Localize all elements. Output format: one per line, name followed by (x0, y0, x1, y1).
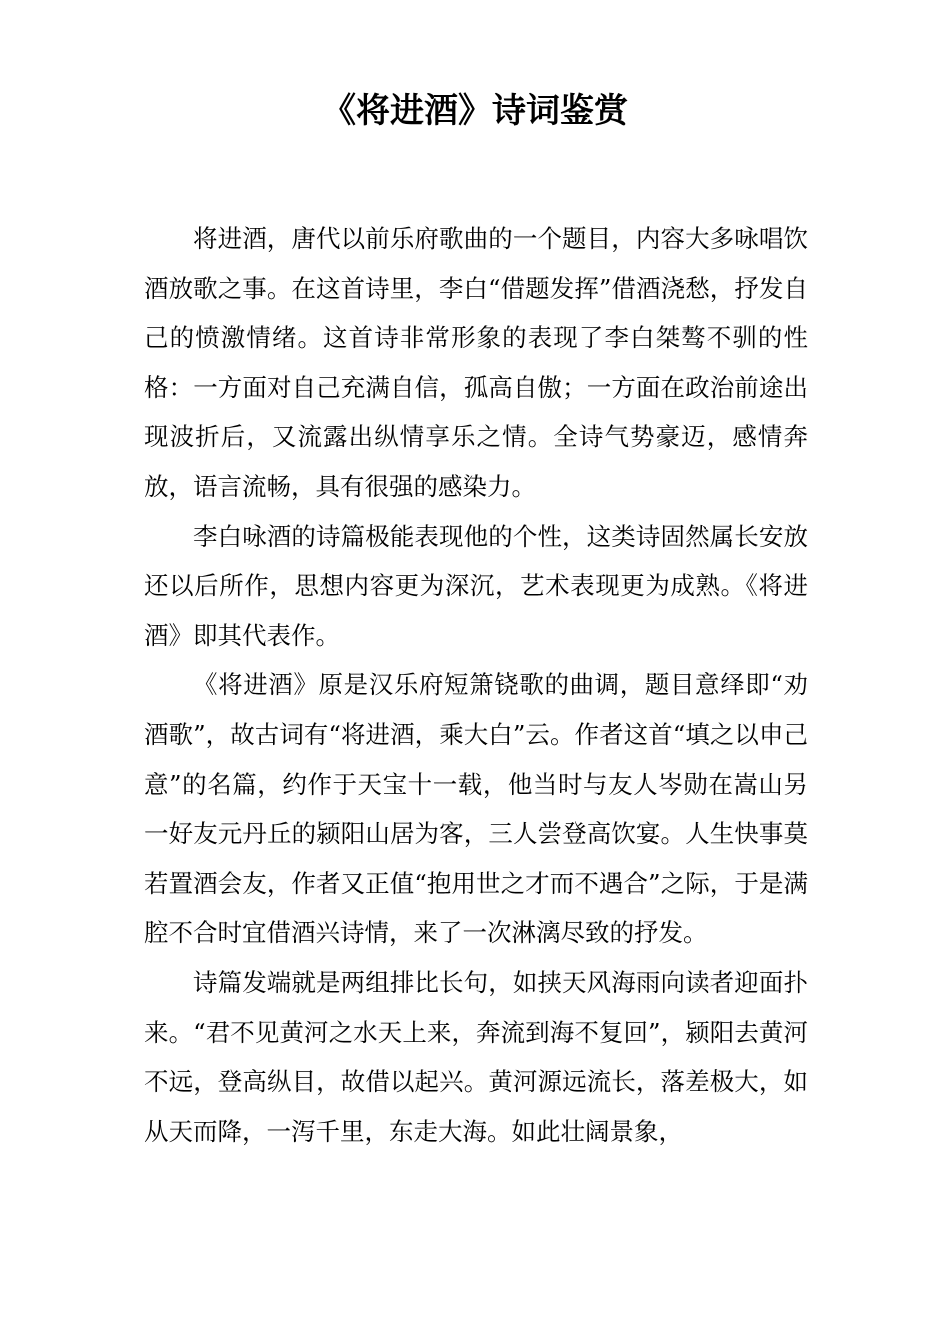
paragraph-1: 将进酒，唐代以前乐府歌曲的一个题目，内容大多咏唱饮酒放歌之事。在这首诗里，李白“借题发挥”借酒浇愁，抒发自己的愤激情绪。这首诗非常形象的表现了李白桀骜不驯的性格：一方面对自己充满自信，孤高自傲；一方面在政治前途出现波折后，又流露出纵情享乐之情。全诗气势豪迈，感情奔放，语言流畅，具有很强的感染力。 (144, 224, 808, 501)
paragraph-2: 李白咏酒的诗篇极能表现他的个性，这类诗固然属长安放还以后所作，思想内容更为深沉，艺术表现更为成熟。《将进酒》即其代表作。 (144, 521, 808, 650)
document-body (144, 214, 808, 1156)
paragraph-3: 《将进酒》原是汉乐府短箫铙歌的曲调，题目意绎即“劝酒歌”，故古词有“将进酒，乘大白”云。作者这首“填之以申己意”的名篇，约作于天宝十一载，他当时与友人岑勋在嵩山另一好友元丹丘的颍阳山居为客，三人尝登高饮宴。人生快事莫若置酒会友，作者又正值“抱用世之才而不遇合”之际，于是满腔不合时宜借酒兴诗情，来了一次淋漓尽致的抒发。 (144, 670, 808, 948)
paragraph-4: 诗篇发端就是两组排比长句，如挟天风海雨向读者迎面扑来。“君不见黄河之水天上来，奔流到海不复回”，颍阳去黄河不远，登高纵目，故借以起兴。黄河源远流长，落差极大，如从天而降，一泻千里，东走大海。如此壮阔景象， (144, 967, 808, 1146)
document-title: 《将进酒》诗词鉴赏 (322, 91, 628, 131)
